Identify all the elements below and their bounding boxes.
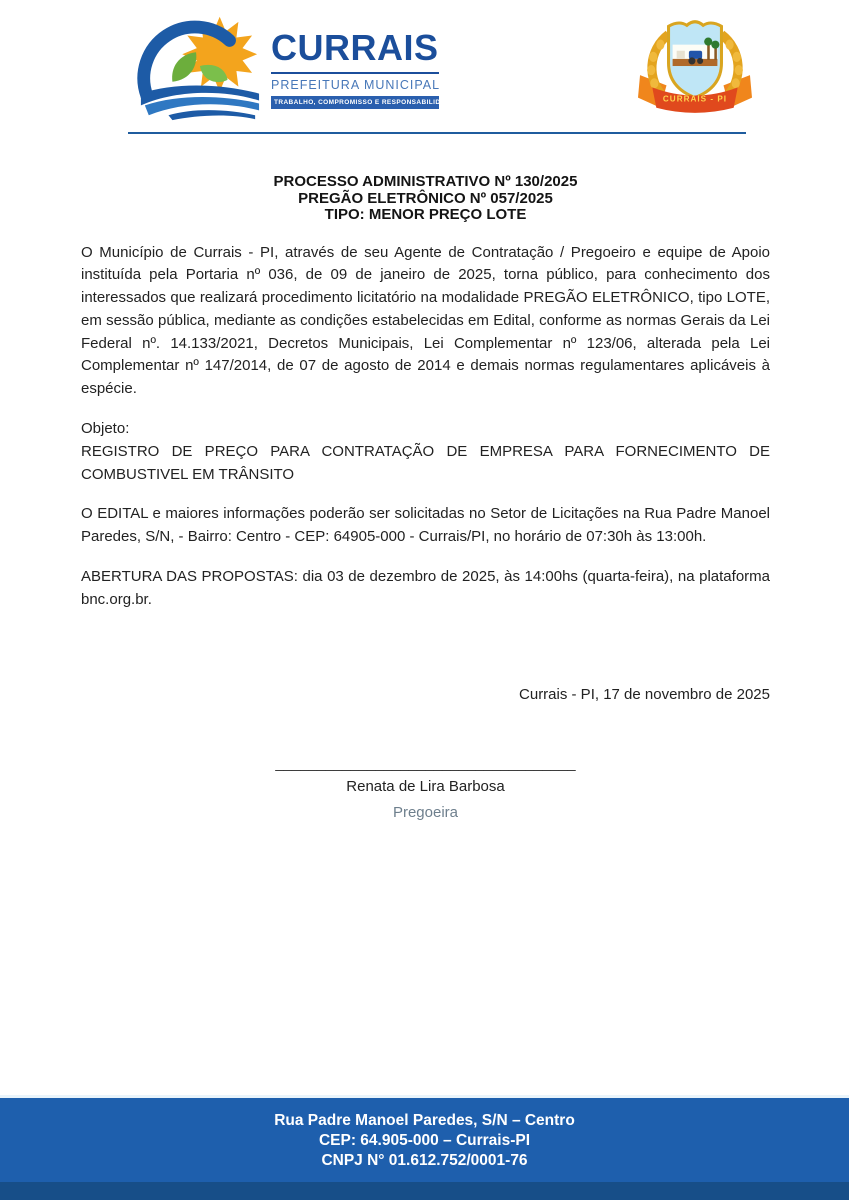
document-title [81,174,770,224]
document-body [0,174,849,821]
title-line-pregao: PREGÃO ELETRÔNICO Nº 057/2025 [298,189,553,207]
signature-name: Renata de Lira Barbosa [346,777,505,795]
title-line-tipo: TIPO: MENOR PREÇO LOTE [324,206,527,223]
page-footer [0,1095,849,1200]
footer-address: Rua Padre Manoel Paredes, S/N – Centro [274,1112,575,1129]
logo-subtitle: PREFEITURA MUNICIPAL [271,72,439,92]
signature-block [81,755,770,821]
object-text: REGISTRO DE PREÇO PARA CONTRATAÇÃO DE EMPRESA PARA FORNECIMENTO DE COMBUSTIVEL EM TRÂNSITO [81,442,770,483]
document-header [0,0,849,120]
title-line-processo: PROCESSO ADMINISTRATIVO Nº 130/2025 [273,173,578,190]
object-label: Objeto: [81,420,130,438]
abertura-paragraph: ABERTURA DAS PROPOSTAS: dia 03 de dezembro de 2025, às 14:00hs (quarta-feira), na plataforma bnc.org.br. [81,568,770,608]
logo-tagline: TRABALHO, COMPROMISSO E RESPONSABILIDADE [271,96,439,109]
prefeitura-logo [135,14,456,127]
signature-role: Pregoeira [392,803,459,821]
date-line: Currais - PI, 17 de novembro de 2025 [519,685,770,703]
footer-cep: CEP: 64.905-000 – Currais-PI [318,1132,531,1149]
edital-paragraph: O EDITAL e maiores informações poderão ser solicitadas no Setor de Licitações na Rua Padre Manoel Paredes, S/N, - Bairro: Centro - CEP: 64905-000 - Currais/PI, no horário de 07:30h às 13:00h. [81,505,770,546]
sun-leaves-waves-logo-icon [135,14,263,127]
footer-band [0,1098,849,1182]
footer-cnpj: CNPJ N° 01.612.752/0001-76 [321,1152,528,1169]
signature-line: ____________________________________ [275,754,576,772]
emblem-ribbon-text: CURRAIS - PI [662,94,728,104]
intro-paragraph: O Município de Currais - PI, através de seu Agente de Contratação / Pregoeiro e equipe de Apoio instituída pela Portaria nº 036, de 09 de janeiro de 2025, torna público, para conhecimento dos interessados que realizará procedimento licitatório na modalidade PREGÃO ELETRÔNICO, tipo LOTE, em sessão pública, mediante as condições estabelecidas em Edital, conforme as normas Gerais da Lei Federal nº. 14.133/2021, Decretos Municipais, Lei Complementar nº 123/06, alterada pela Lei Complementar nº 147/2014, de 07 de agosto de 2014 e demais normas regulamentares aplicáveis à espécie. [81,243,770,398]
city-coat-of-arms-icon [638,14,752,121]
logo-city-name: CURRAIS [271,27,439,68]
header-divider [128,132,746,134]
footer-bottom-strip [0,1182,849,1200]
logo-text-block [271,27,456,109]
